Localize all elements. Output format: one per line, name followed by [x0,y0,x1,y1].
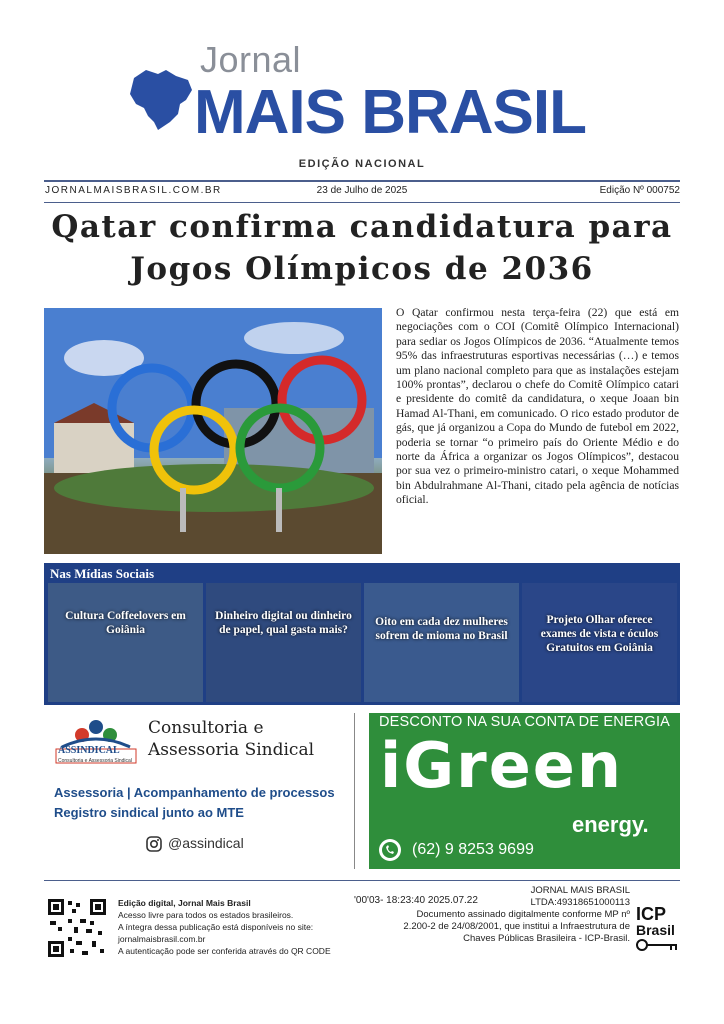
instagram-handle[interactable]: @assindical [168,835,244,851]
assindical-service-line-1: Assessoria | Acompanhamento de processos [54,785,335,800]
olympic-rings-illustration [44,308,382,554]
assindical-logo-text: ASSINDICAL [58,745,120,756]
social-card-text: Dinheiro digital ou dinheiro de papel, qual gasta mais? [215,610,352,636]
masthead-top-rule [44,180,680,182]
article-body: O Qatar confirmou nesta terça-feira (22) que está em negociações com o COI (Comitê Olímpico Internacional) para sediar os Jogos Olímpicos de 2036. “Atualmente temos 95% das infraestruturas esportivas necessárias (…) e temos um plano nacional completo para que as instalações estejam 100% prontas”, declarou o chefe do Comitê Olímpico catari e presidente do comitê da candidatura, o xeque Joaan bin Hamad Al-Thani, em comunicado. O rico estado produtor de gás, que já organizou a Copa do Mundo de futebol em 2022, poderia se tornar “o primeiro país do Oriente Médio e do norte da África a organizar os Jogos Olímpicos”, destacou por sua vez o primeiro-ministro catari, o xeque Mohammed bin Abdulrahmane Al-Thani, citado pela agência de notícias oficial. [396,306,679,507]
footer-left-line-1: Acesso livre para todos os estados brasileiros. [118,910,294,920]
social-card-projeto-olhar[interactable] [522,583,677,702]
footer-right-line-1: JORNAL MAIS BRASIL [530,885,630,896]
footer-right-line-3: Documento assinado digitalmente conforme MP nº [416,909,630,920]
social-card-text: Cultura Coffeelovers em Goiânia [65,610,186,636]
edition-number: Edição Nº 000752 [599,185,680,196]
site-link[interactable]: JORNALMAISBRASIL.COM.BR [45,185,222,196]
masthead-jornal: Jornal [200,39,302,80]
footer-left-line-4: A autenticação pode ser conferida através do QR CODE [118,946,331,956]
footer-left-title: Edição digital, Jornal Mais Brasil [118,898,251,908]
social-card-coffeelovers[interactable] [48,583,203,702]
igreen-brand: iGreen [380,729,623,802]
masthead-bottom-rule [44,202,680,203]
icp-brasil-logo [636,905,684,961]
social-title: Nas Mídias Sociais [50,566,155,581]
whatsapp-icon [378,838,402,862]
assindical-logo-sub: Consultoria e Assessoria Sindical [58,758,132,764]
headline [20,206,704,290]
headline-line-1: Qatar confirma candidatura para [51,209,673,245]
social-card-text: Oito em cada dez mulheres sofrem de mioma no Brasil [375,616,508,642]
footer-right-line-2: LTDA:49318651000113 [530,897,630,908]
edition-type: EDIÇÃO NACIONAL [298,158,426,170]
assindical-title-line-1: Consultoria e [148,718,264,738]
social-card-dinheiro[interactable] [206,583,361,702]
signature-timestamp: '00'03- 18:23:40 2025.07.22 [354,895,478,906]
footer-left-line-2: A íntegra dessa publicação está disponíveis no site: [118,922,314,932]
footer-left-info [118,897,331,957]
assindical-services [54,783,335,823]
igreen-banner: DESCONTO NA SUA CONTA DE ENERGIA [378,714,671,730]
qr-code-icon[interactable] [46,897,108,959]
social-card-mioma[interactable] [364,583,519,702]
key-icon [636,939,680,951]
ad-divider [354,713,355,869]
footer-right-line-5: Chaves Públicas Brasileira - ICP-Brasil. [463,933,630,944]
headline-line-2: Jogos Olímpicos de 2036 [130,251,594,287]
assindical-service-line-2: Registro sindical junto ao MTE [54,805,244,820]
footer-right-line-4: 2.200-2 de 24/08/2001, que institui a Infraestrutura de [403,921,630,932]
assindical-title-line-2: Assessoria Sindical [148,740,315,760]
issue-date: 23 de Julho de 2025 [316,185,408,196]
brazil-map-icon [128,64,196,132]
social-card-text: Projeto Olhar oferece exames de vista e óculos Gratuitos em Goiânia [540,614,659,654]
masthead-brand: MAIS BRASIL [194,78,586,147]
igreen-sub: energy. [572,812,649,837]
assindical-title [148,717,314,761]
footer-site-link[interactable]: jornalmaisbrasil.com.br [118,934,206,944]
footer-right-info [403,885,630,945]
olympic-rings-photo [44,308,382,554]
instagram-icon [146,836,162,852]
icp-logo-line-2: Brasil [636,922,675,938]
footer-rule [44,880,680,881]
igreen-phone[interactable]: (62) 9 8253 9699 [412,841,534,858]
icp-logo-line-1: ICP [636,904,667,924]
